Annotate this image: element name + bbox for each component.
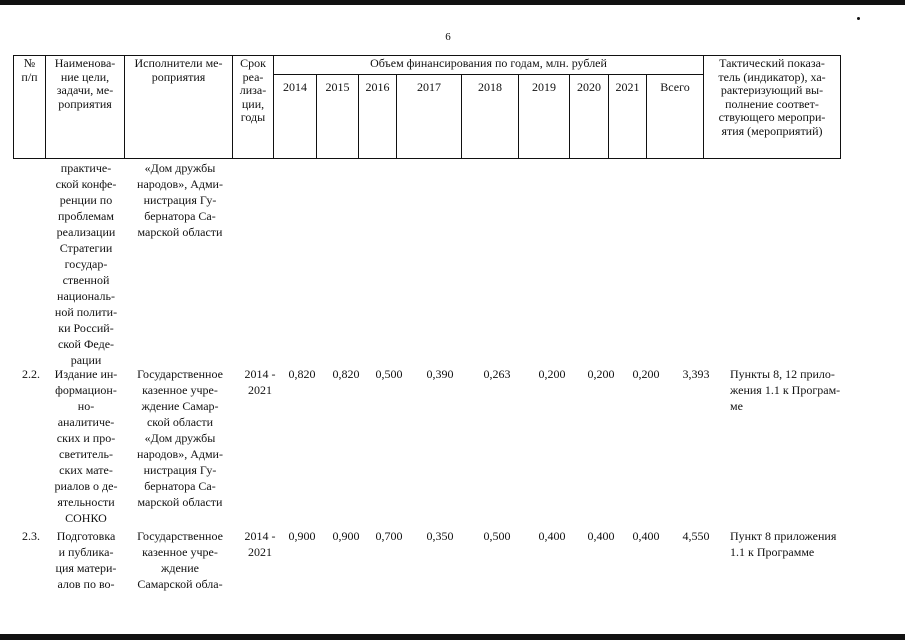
value-total: 3,393	[682, 367, 710, 381]
row-number: 2.2.	[22, 367, 40, 381]
continuation-executor: «Дом дружбы народов», Адми- нистрация Гу- бернатора Са- марской области	[137, 161, 223, 239]
value-2015: 0,820	[332, 367, 360, 381]
row-executor: Государственное казенное учре- ждение Самар- ской области «Дом дружбы народов», Адми- нистрация Гу- бернатора Са- марской области	[137, 367, 223, 509]
header-funding: Объем финансирования по годам, млн. рублей	[274, 56, 704, 75]
page-number: 6	[445, 31, 451, 43]
value-2019: 0,200	[538, 367, 566, 381]
header-year: 2018	[462, 75, 519, 159]
value-2018: 0,263	[483, 367, 511, 381]
header-executor: Исполнители ме- роприятия	[125, 56, 233, 159]
row-name: Издание ин- формацион- но- аналитиче- ских и про- светитель- ских мате- риалов о де- ятельности СОНКО	[54, 367, 118, 525]
header-total: Всего	[647, 75, 704, 159]
row-term: 2014 - 2021	[244, 529, 276, 559]
row-number: 2.3.	[22, 529, 40, 543]
value-2018: 0,500	[483, 529, 511, 543]
header-year: 2020	[570, 75, 609, 159]
row-indicator: Пункты 8, 12 прило- жения 1.1 к Програм- ме	[730, 367, 841, 413]
row-term: 2014 - 2021	[244, 367, 276, 397]
row-name: Подготовка и публика- ция матери- алов по во-	[55, 529, 117, 591]
header-year: 2015	[317, 75, 359, 159]
value-total: 4,550	[682, 529, 710, 543]
value-2019: 0,400	[538, 529, 566, 543]
header-year: 2021	[609, 75, 647, 159]
header-year: 2014	[274, 75, 317, 159]
value-2017: 0,390	[426, 367, 454, 381]
value-2014: 0,820	[288, 367, 316, 381]
header-year: 2016	[359, 75, 397, 159]
header-no: № п/п	[14, 56, 46, 159]
header-year: 2017	[397, 75, 462, 159]
header-term: Срок реа- лиза- ции, годы	[233, 56, 274, 159]
value-2021: 0,400	[632, 529, 660, 543]
value-2020: 0,400	[587, 529, 615, 543]
row-indicator: Пункт 8 приложения 1.1 к Программе	[730, 529, 837, 559]
row-executor: Государственное казенное учре- ждение Самарской обла-	[137, 529, 223, 591]
value-2016: 0,500	[375, 367, 403, 381]
value-2017: 0,350	[426, 529, 454, 543]
value-2016: 0,700	[375, 529, 403, 543]
value-2014: 0,900	[288, 529, 316, 543]
value-2020: 0,200	[587, 367, 615, 381]
scan-bottom-border	[0, 634, 905, 640]
value-2015: 0,900	[332, 529, 360, 543]
header-indicator: Тактический показа- тель (индикатор), ха- рактеризующий вы- полнение соответ- ствующего меропри- ятия (мероприятий)	[704, 56, 841, 159]
continuation-name: практиче- ской конфе- ренции по проблемам реализации Стратегии государ- ственной националь- ной полити- ки Россий- ской Феде- рации	[54, 161, 118, 367]
header-name: Наименова- ние цели, задачи, ме- роприятия	[46, 56, 125, 159]
header-year: 2019	[519, 75, 570, 159]
value-2021: 0,200	[632, 367, 660, 381]
